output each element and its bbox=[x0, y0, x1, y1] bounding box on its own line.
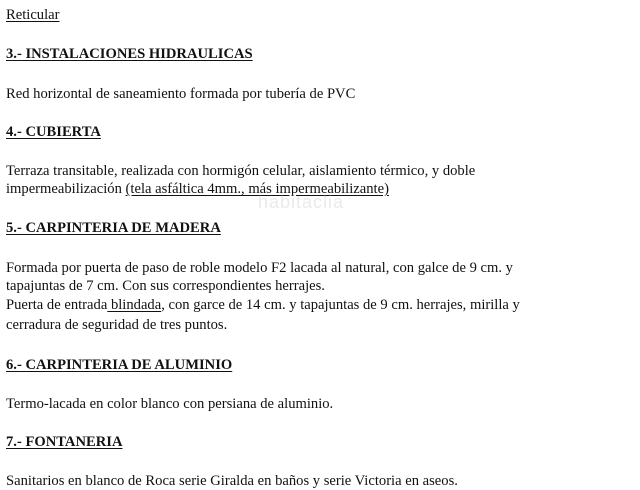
section-5-text-line-3-a: Puerta de entrada bbox=[6, 297, 108, 313]
section-6-heading: 6.- CARPINTERIA DE ALUMINIO bbox=[6, 357, 233, 373]
intro-line: Reticular bbox=[6, 7, 60, 23]
section-4-text-line-2-underlined: (tela asfáltica 4mm., más impermeabilizante) bbox=[125, 181, 389, 197]
section-7-text: Sanitarios en blanco de Roca serie Giralda en baños y serie Victoria en aseos. bbox=[6, 473, 458, 489]
section-4-heading: 4.- CUBIERTA bbox=[6, 124, 101, 140]
section-5-text-line-3-c: , con garce de 14 cm. y tapajuntas de 9 cm. herrajes, mirilla y bbox=[161, 297, 520, 313]
section-5-text-line-3-underlined: blindada bbox=[107, 297, 162, 313]
section-5-text-line-1: Formada por puerta de paso de roble modelo F2 lacada al natural, con galce de 9 cm. y bbox=[6, 260, 513, 276]
section-5-text-line-4: cerradura de seguridad de tres puntos. bbox=[6, 317, 228, 333]
watermark-logo: habitaclia bbox=[258, 192, 345, 212]
section-5-heading: 5.- CARPINTERIA DE MADERA bbox=[6, 220, 221, 236]
section-4-text-line-2 bbox=[6, 180, 389, 198]
section-3-text: Red horizontal de saneamiento formada por tubería de PVC bbox=[6, 86, 356, 102]
section-3-heading: 3.- INSTALACIONES HIDRAULICAS bbox=[6, 46, 253, 62]
section-6-text: Termo-lacada en color blanco con persiana de aluminio. bbox=[6, 396, 334, 412]
section-4-text-line-2-plain: impermeabilización bbox=[6, 181, 126, 197]
section-7-heading: 7.- FONTANERIA bbox=[6, 434, 123, 450]
section-5-text-line-2: tapajuntas de 7 cm. Con sus correspondientes herrajes. bbox=[6, 278, 325, 294]
section-5-text-line-3 bbox=[6, 296, 520, 314]
section-4-text-line-1: Terraza transitable, realizada con hormigón celular, aislamiento térmico, y doble bbox=[6, 163, 476, 179]
